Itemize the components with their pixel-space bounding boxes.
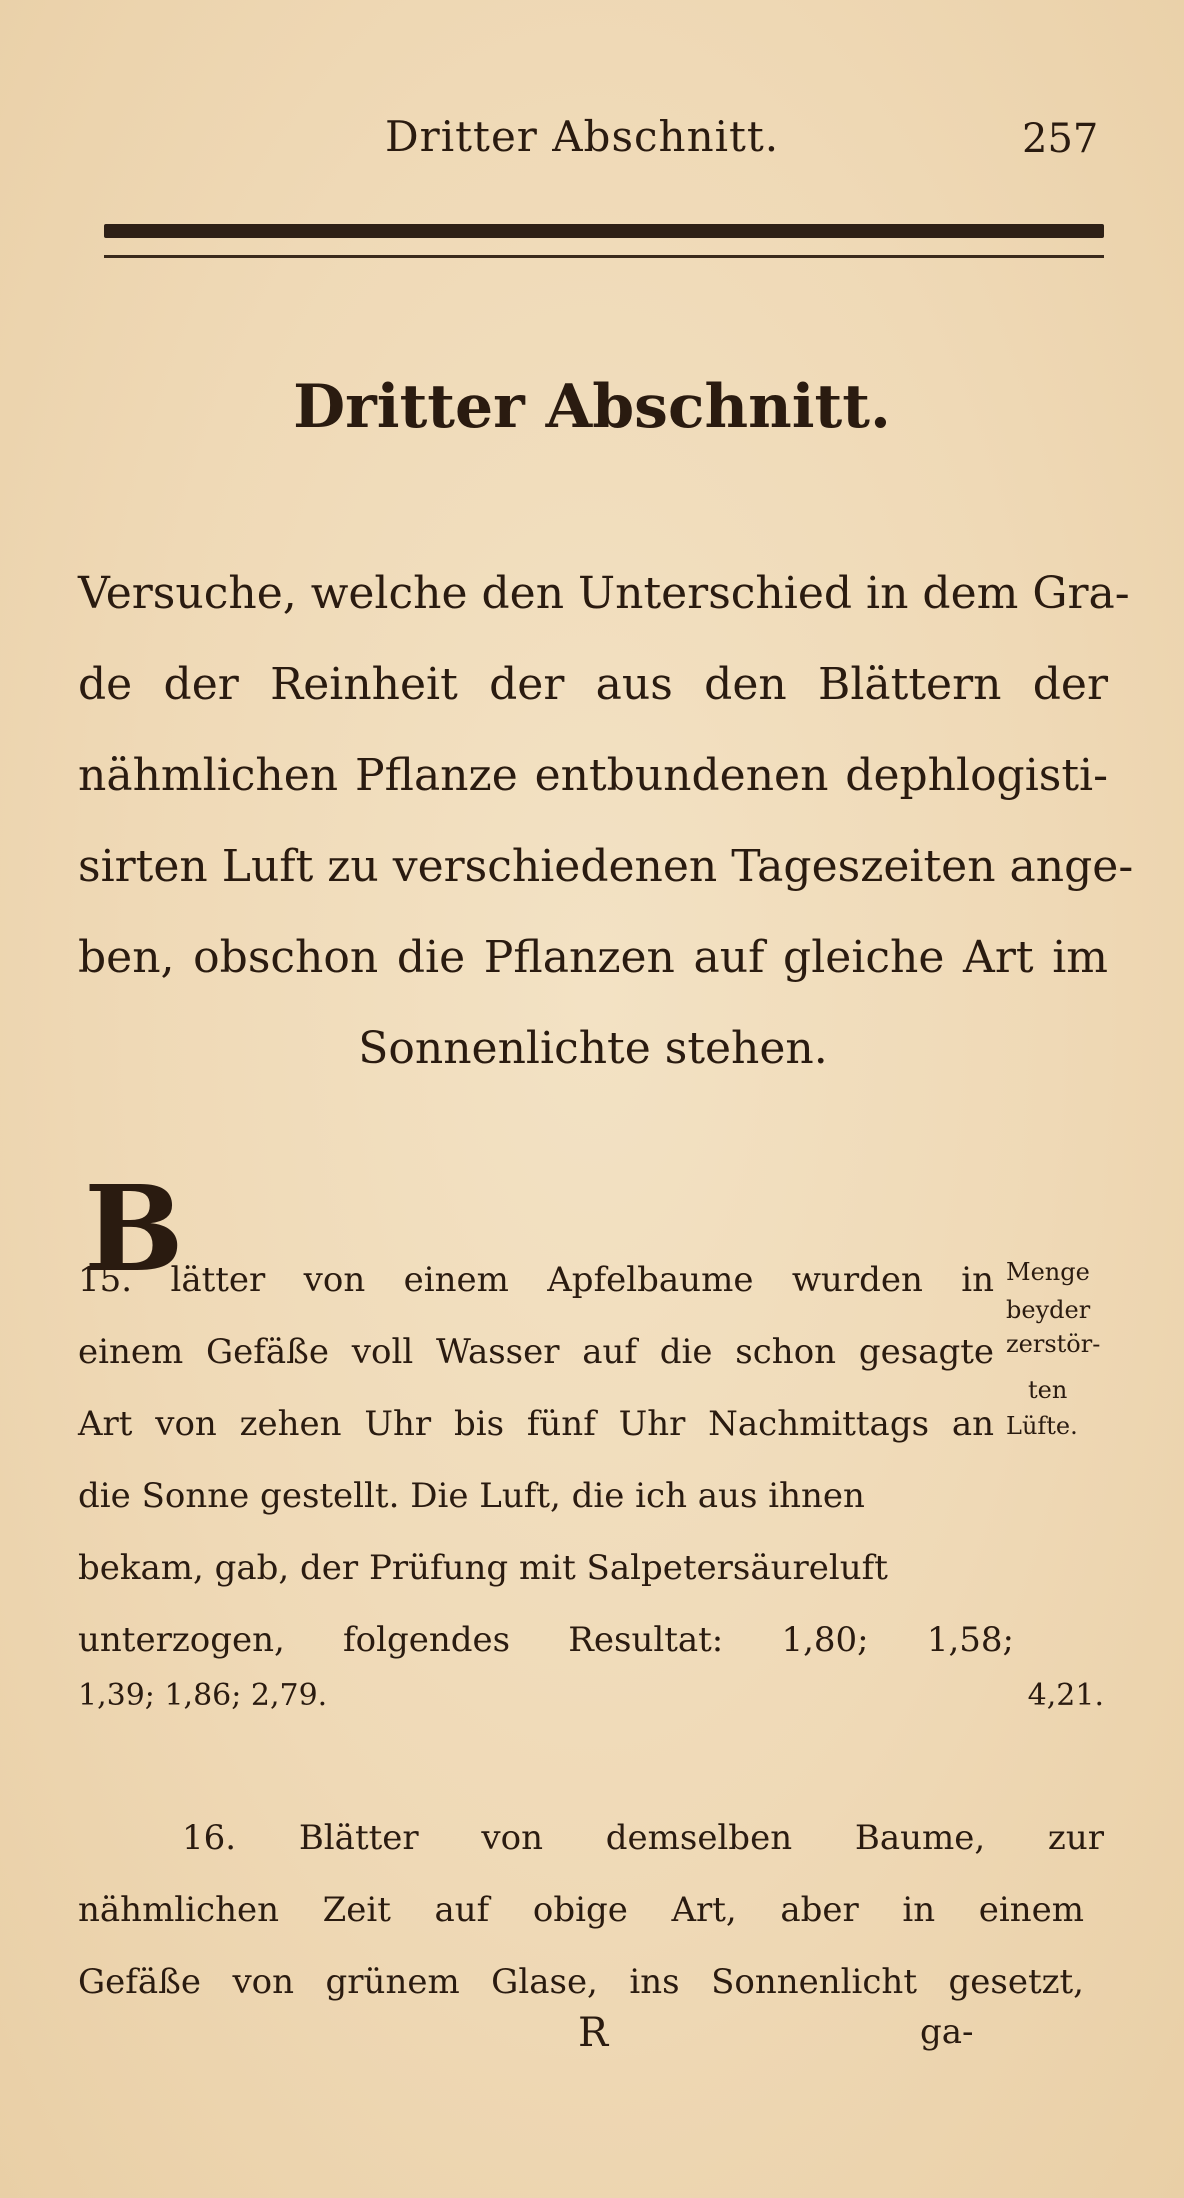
results-line — [78, 1678, 1104, 1713]
paragraph-line: Gefäße von grünem Glase, ins Sonnenlicht gesetzt, — [78, 1962, 1084, 2002]
paragraph-line: 15. lätter von einem Apfelbaume wurden in — [78, 1260, 994, 1300]
section-title: Dritter Abschnitt. — [293, 372, 891, 442]
margin-note: beyder — [1006, 1296, 1091, 1324]
paragraph-line: Art von zehen Uhr bis fünf Uhr Nachmittags an — [78, 1404, 994, 1444]
header-rule-thin — [104, 255, 1104, 258]
header-rule-thick — [104, 224, 1104, 238]
page-number: 257 — [1022, 116, 1099, 162]
results-total: 4,21. — [1027, 1678, 1104, 1713]
results-values: 1,39; 1,86; 2,79. — [78, 1678, 328, 1713]
margin-note: Lüfte. — [1006, 1412, 1078, 1440]
paragraph-line: nähmlichen Zeit auf obige Art, aber in einem — [78, 1890, 1084, 1930]
paragraph-line: bekam, gab, der Prüfung mit Salpetersäureluft — [78, 1548, 888, 1588]
drop-cap: B — [84, 1159, 184, 1298]
paragraph-line: 16. Blätter von demselben Baume, zur — [182, 1818, 1104, 1858]
summary-line: sirten Luft zu verschiedenen Tageszeiten ange- — [78, 841, 1134, 892]
paragraph-line: einem Gefäße voll Wasser auf die schon gesagte — [78, 1332, 994, 1372]
margin-note: ten — [1028, 1376, 1068, 1404]
running-head: Dritter Abschnitt. — [385, 112, 780, 161]
paragraph-15 — [78, 1244, 1104, 1676]
summary-line: ben, obschon die Pflanzen auf gleiche Art im — [78, 932, 1108, 983]
summary-line: de der Reinheit der aus den Blättern der — [78, 659, 1108, 710]
margin-note: zerstör- — [1006, 1330, 1101, 1358]
paragraph-line: unterzogen, folgendes Resultat: 1,80; 1,58; — [78, 1620, 1014, 1660]
paragraph-16 — [78, 1802, 1104, 2018]
catchword: ga- — [920, 2012, 974, 2052]
margin-note: Menge — [1006, 1258, 1090, 1286]
summary-line: nähmlichen Pflanze entbundenen dephlogisti- — [78, 750, 1108, 801]
paragraph-line: die Sonne gestellt. Die Luft, die ich aus ihnen — [78, 1476, 865, 1516]
signature-mark: R — [578, 2010, 609, 2056]
section-summary — [78, 548, 1134, 1094]
summary-line: Sonnenlichte stehen. — [358, 1023, 828, 1074]
summary-line: Versuche, welche den Unterschied in dem Gra- — [78, 568, 1130, 619]
